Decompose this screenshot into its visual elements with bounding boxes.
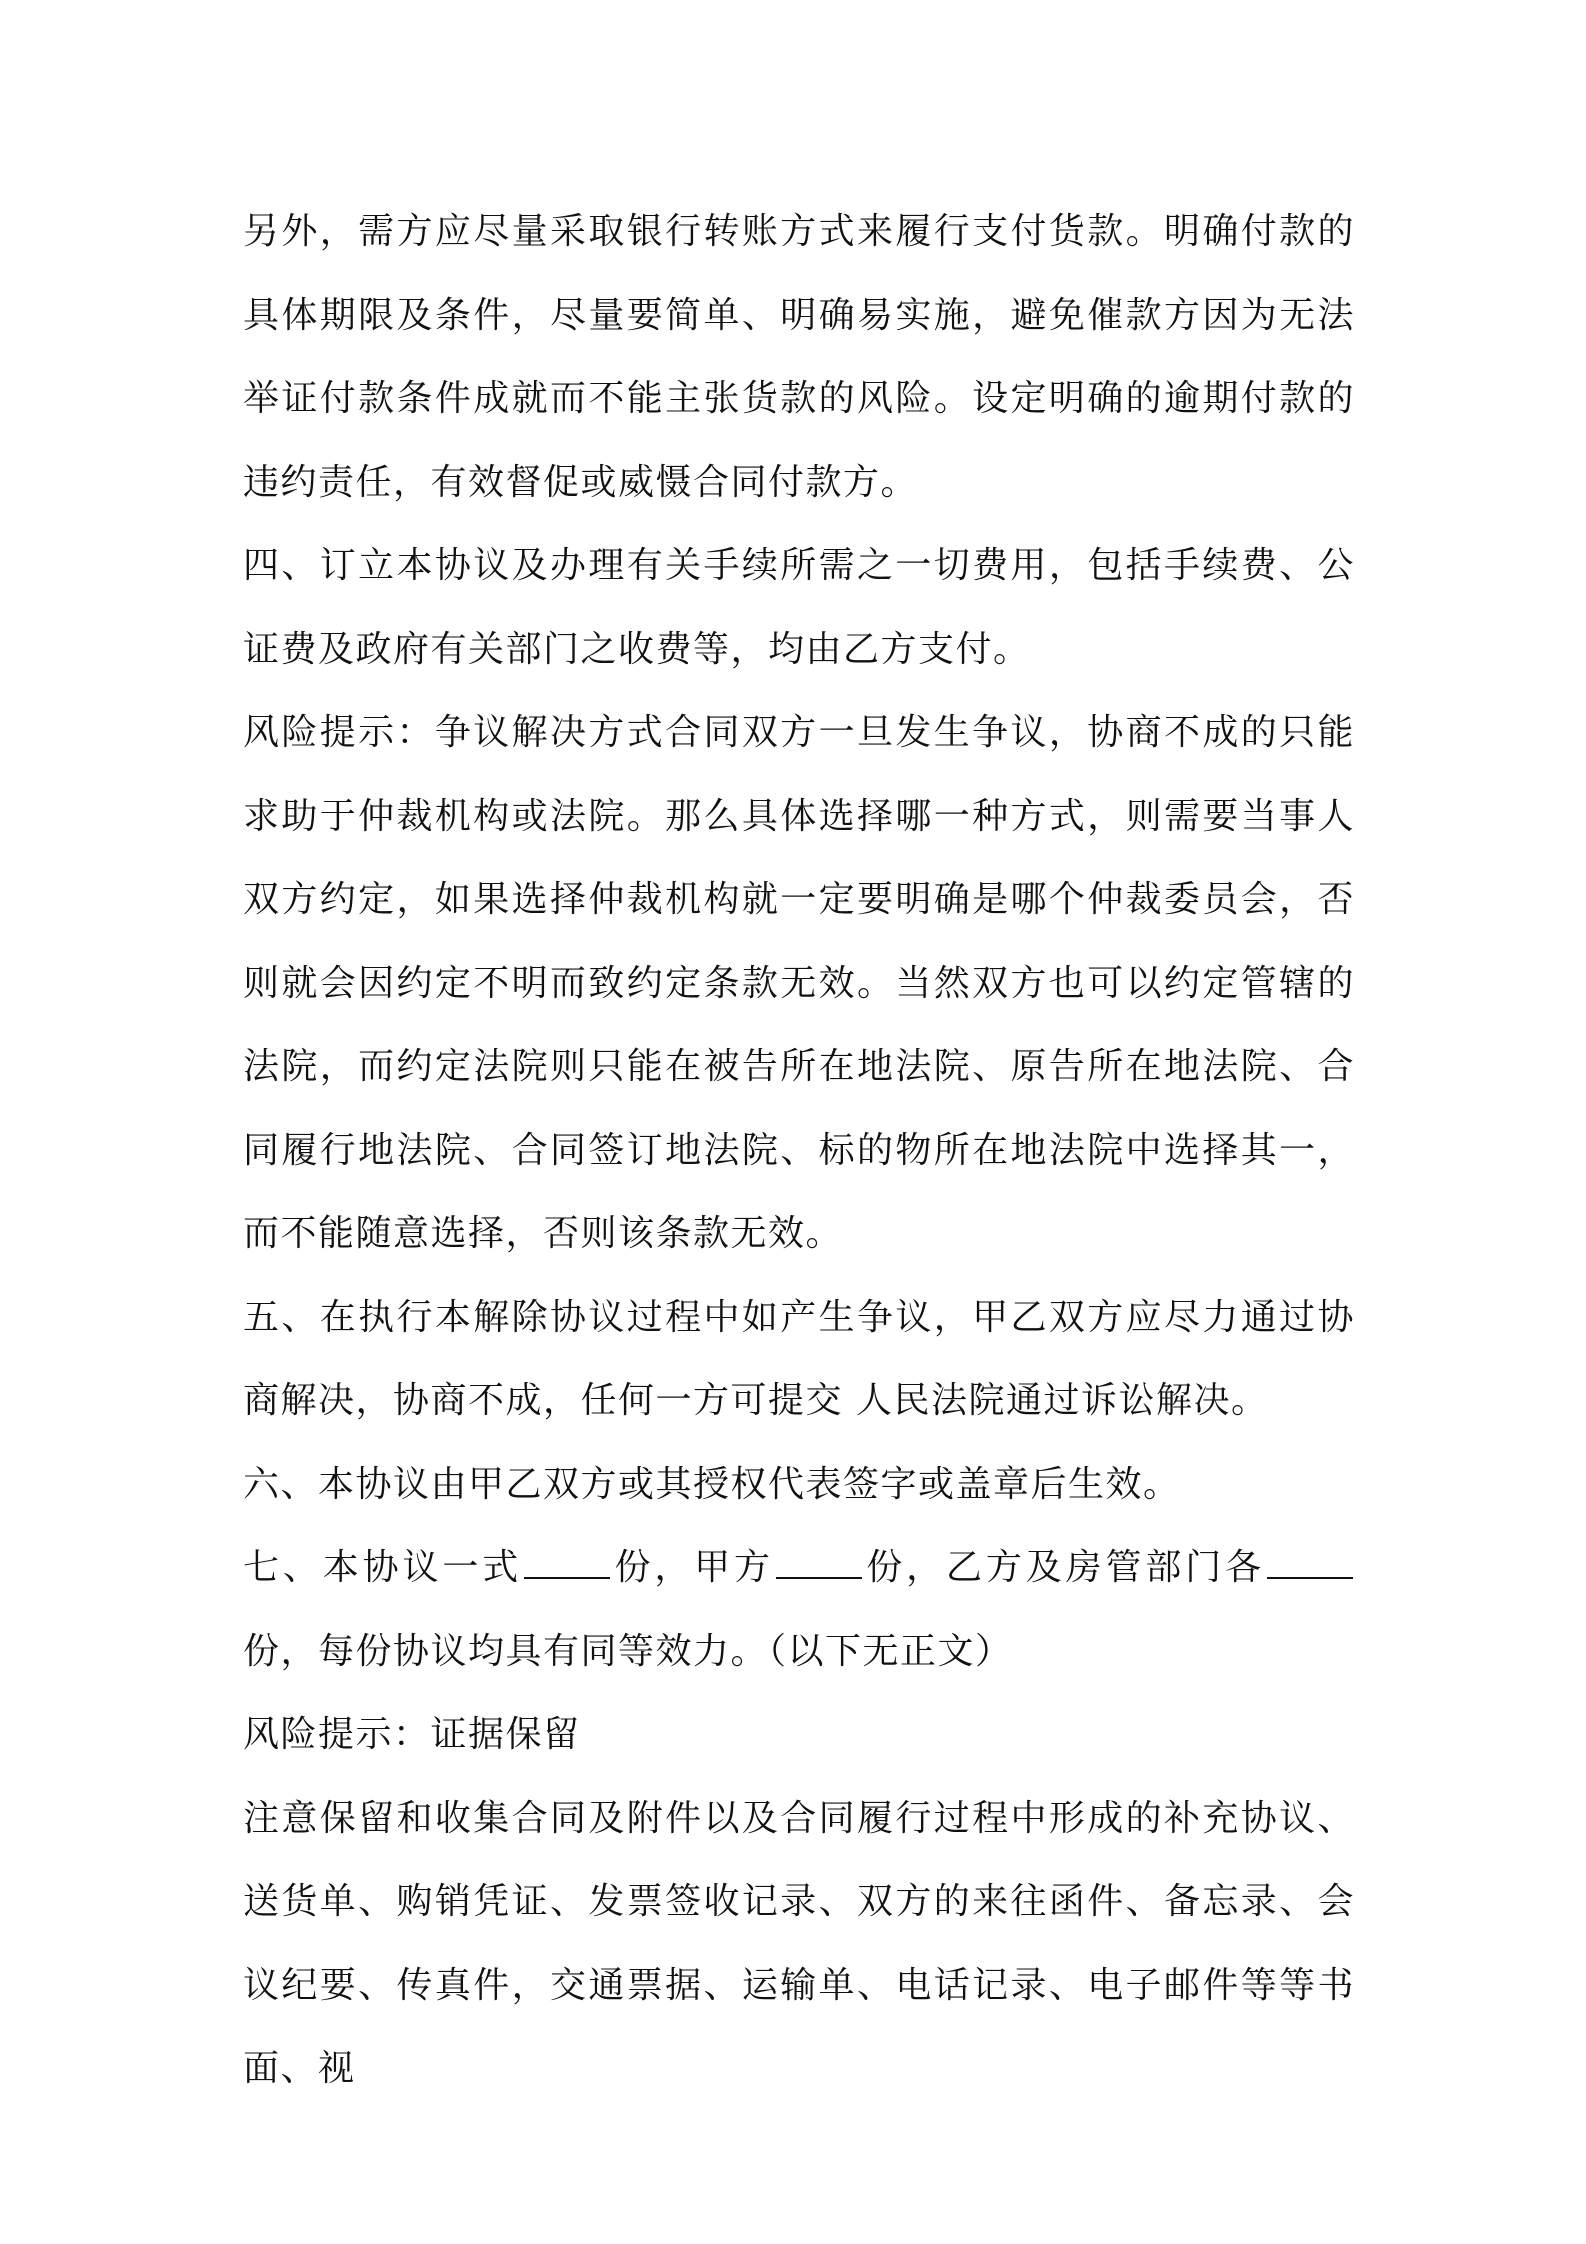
copies-party-b-blank — [1267, 1547, 1353, 1579]
document-body — [243, 190, 1355, 2111]
clause-seven-text-3: 份，乙方及房管部门各 — [863, 1547, 1265, 1588]
paragraph-evidence-heading: 风险提示：证据保留 — [243, 1714, 581, 1755]
clause-seven-text-4: 份，每份协议均具有同等效力。（以下无正文） — [243, 1630, 1013, 1672]
paragraph-clause-seven — [243, 1526, 1355, 1693]
clause-seven-text-1: 七、本协议一式 — [243, 1547, 523, 1588]
paragraph-clause-four: 四、订立本协议及办理有关手续所需之一切费用，包括手续费、公证费及政府有关部门之收费等，均由乙方支付。 — [243, 545, 1355, 670]
paragraph-clause-five: 五、在执行本解除协议过程中如产生争议，甲乙双方应尽力通过协商解决，协商不成，任何一方可提交 人民法院通过诉讼解决。 — [243, 1296, 1355, 1421]
paragraph-clause-six: 六、本协议由甲乙双方或其授权代表签字或盖章后生效。 — [243, 1463, 1181, 1505]
paragraph-dispute-risk: 风险提示：争议解决方式合同双方一旦发生争议，协商不成的只能求助于仲裁机构或法院。那么具体选择哪一种方式，则需要当事人双方约定，如果选择仲裁机构就一定要明确是哪个仲裁委员会，否则就会因约定不明而致约定条款无效。当然双方也可以约定管辖的法院，而约定法院则只能在被告所在地法院、原告所在地法院、合同履行地法院、合同签订地法院、标的物所在地法院中选择其一，而不能随意选择，否则该条款无效。 — [243, 712, 1355, 1254]
clause-seven-text-2: 份，甲方 — [612, 1547, 774, 1588]
paragraph-evidence-text: 注意保留和收集合同及附件以及合同履行过程中形成的补充协议、送货单、购销凭证、发票签收记录、双方的来往函件、备忘录、会议纪要、传真件，交通票据、运输单、电话记录、电子邮件等等书面、视 — [243, 1797, 1355, 2089]
copies-total-blank — [524, 1547, 610, 1579]
paragraph-payment-terms: 另外，需方应尽量采取银行转账方式来履行支付货款。明确付款的具体期限及条件，尽量要简单、明确易实施，避免催款方因为无法举证付款条件成就而不能主张货款的风险。设定明确的逾期付款的违约责任，有效督促或威慑合同付款方。 — [243, 211, 1355, 503]
copies-party-a-blank — [776, 1547, 862, 1579]
